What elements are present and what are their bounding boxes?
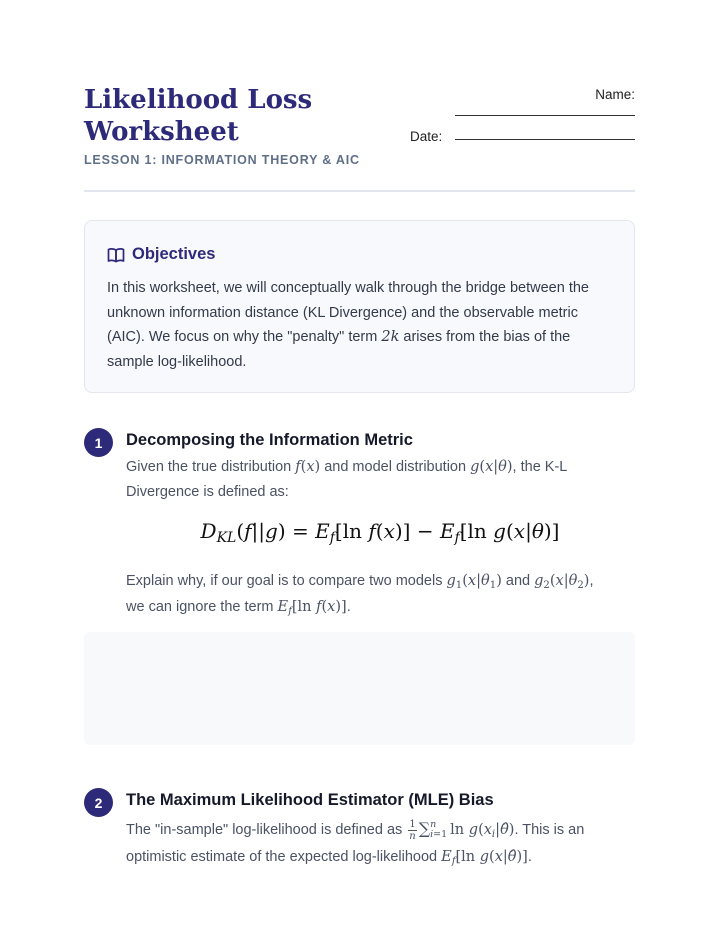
date-label: Date: [410,129,443,144]
objectives-title: Objectives [132,245,216,263]
question-2-title: The Maximum Likelihood Estimator (MLE) Bias [126,791,494,809]
question-1-answer-area[interactable] [84,632,635,745]
objectives-panel [84,220,635,393]
question-2-prompt: The "in-sample" log-likelihood is defined as $\frac{1}{n}$ ∑ n i=1 $\ln g(x_i|\thetâ)$. This is an optimistic estimate of the expected log-likelihood $E_f[\ln$ g(x|θ̂)]. [126,818,585,868]
name-field-line[interactable] [455,115,635,116]
kl-divergence-equation: $D_{KL}(f||g) = E_f[\ln$ $f(x)] - E_f[\ln$ g(x|θ)] [200,519,560,547]
question-1-explain: Explain why, if our goal is to compare two models $g_1(x|\theta_1)$ and $g_2(x|\theta_2)$, we can ignore the term $E_f[\ln$ f(x)]. [126,573,594,618]
page-title: Likelihood Loss Worksheet [84,85,313,147]
date-field-line[interactable] [455,139,635,140]
lesson-subtitle: LESSON 1: INFORMATION THEORY & AIC [84,153,360,167]
header-divider [84,190,635,192]
objectives-heading [107,245,215,264]
question-1-prompt: Given the true distribution f(x) and model distribution g(x|θ), the K-L Divergence is defined as: [126,459,567,500]
question-1-title: Decomposing the Information Metric [126,431,413,449]
math-2k: 2k [381,329,400,345]
open-book-icon [107,247,125,263]
question-1-number: 1 [84,428,113,457]
question-2-number: 2 [84,788,113,817]
name-label: Name: [595,87,635,102]
objectives-text: In this worksheet, we will conceptually walk through the bridge between the unknown information distance (KL Divergence) and the observable metric (AIC). We focus on why the "penalty" term 2k arises from the bias of the sample log-likelihood. [107,280,589,370]
